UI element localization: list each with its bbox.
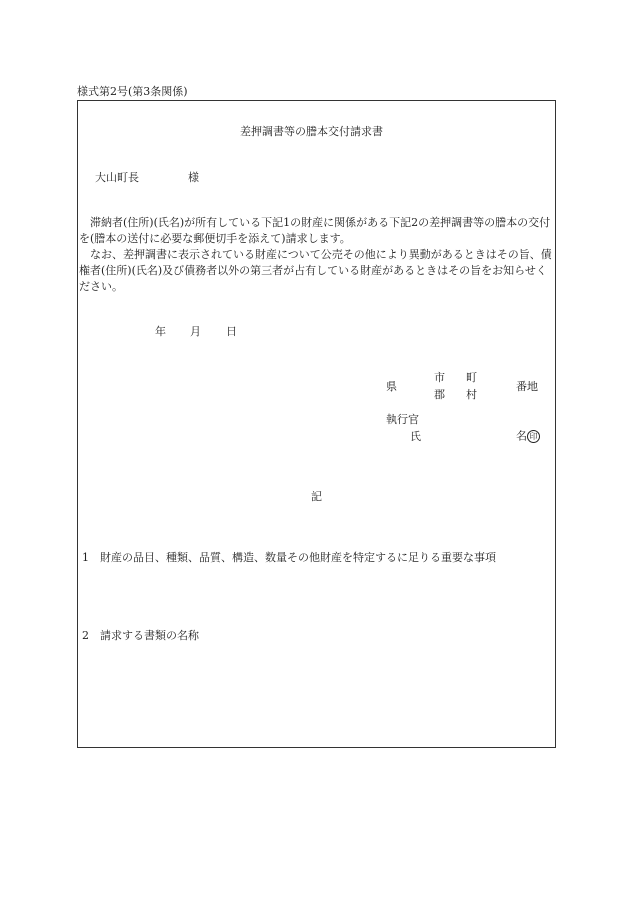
official-title: 執行官 [386, 413, 419, 426]
date-day-label: 日 [226, 325, 237, 338]
date-year-label: 年 [155, 325, 166, 338]
request-body [79, 215, 553, 295]
item-2: 2 請求する書類の名称 [82, 629, 199, 642]
county-label: 郡 [434, 388, 445, 401]
document-title: 差押調書等の謄本交付請求書 [240, 125, 383, 138]
form-frame [77, 100, 556, 748]
item-1: 1 財産の品目、種類、品質、構造、数量その他財産を特定するに足りる重要な事項 [82, 551, 496, 564]
name-label: 氏 [410, 430, 421, 443]
notice-paragraph: なお、差押調書に表示されている財産について公売その他により異動があるときはその旨、債権者(住所)(氏名)及び債務者以外の第三者が占有している財産があるときはその旨をお知らせください。 [79, 248, 552, 293]
date-month-label: 月 [190, 325, 201, 338]
name-suffix [516, 430, 540, 443]
banchi-label: 番地 [516, 380, 538, 393]
ki-heading: 記 [311, 490, 322, 503]
village-label: 村 [466, 388, 477, 401]
prefecture-label: 県 [386, 380, 397, 393]
town-label: 町 [466, 371, 477, 384]
request-paragraph: 滞納者(住所)(氏名)が所有している下記1の財産に関係がある下記2の差押調書等の謄本の交付を(謄本の送付に必要な郵便切手を添えて)請求します。 [79, 216, 551, 245]
city-label: 市 [434, 371, 445, 384]
seal-mark: 印 [527, 430, 540, 443]
addressee: 大山町長 [95, 171, 139, 184]
honorific: 様 [188, 171, 199, 184]
form-number: 様式第2号(第3条関係) [77, 85, 188, 98]
name-suffix-text: 名 [516, 429, 527, 443]
